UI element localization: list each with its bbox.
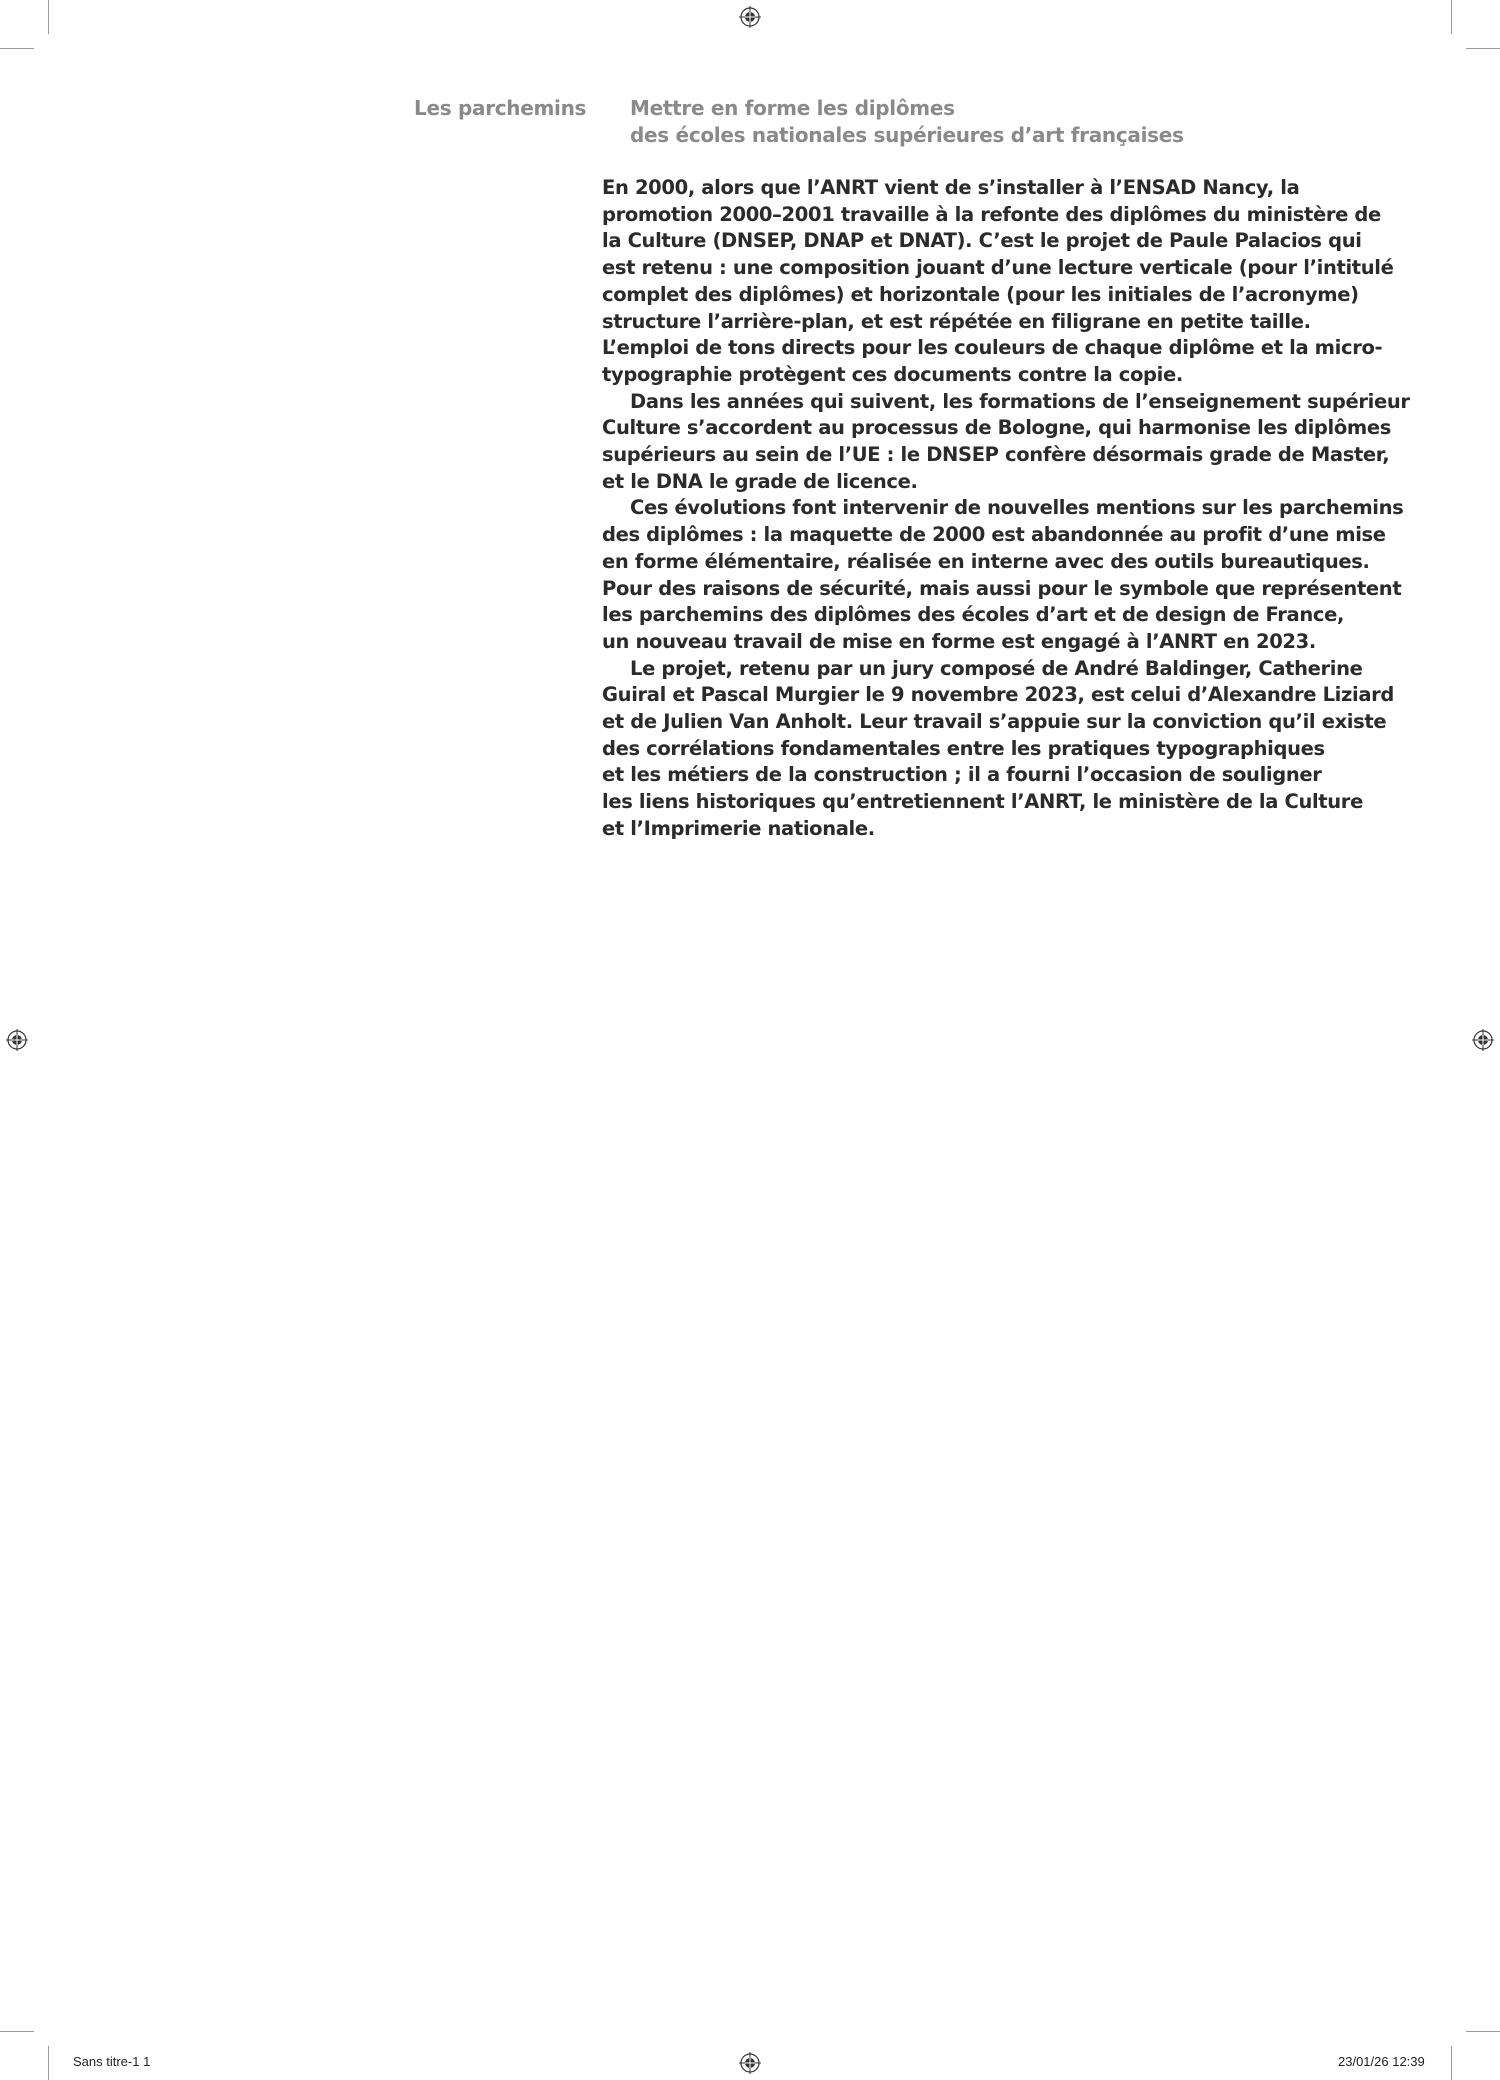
body-line: typographie protègent ces documents contre la copie. <box>602 362 1183 386</box>
page-title-line-1: Mettre en forme les diplômes <box>630 96 955 120</box>
crop-mark-top-left <box>48 0 49 34</box>
body-line: structure l’arrière-plan, et est répétée en filigrane en petite taille. <box>602 309 1311 333</box>
registration-mark-icon <box>6 1029 28 1051</box>
body-line: Dans les années qui suivent, les formations de l’enseignement supérieur <box>630 389 1410 413</box>
crop-mark-top-left <box>0 48 34 49</box>
registration-mark-icon <box>739 2052 761 2074</box>
body-line: la Culture (DNSEP, DNAP et DNAT). C’est le projet de Paule Palacios qui <box>602 229 1362 253</box>
body-line: Le projet, retenu par un jury composé de André Baldinger, Catherine <box>630 656 1363 680</box>
body-line: les parchemins des diplômes des écoles d’art et de design de France, <box>602 603 1345 627</box>
slug-date-time: 23/01/26 12:39 <box>1338 2054 1425 2069</box>
crop-mark-bottom-right <box>1451 2046 1452 2080</box>
registration-mark-icon <box>1472 1029 1494 1051</box>
body-line: un nouveau travail de mise en forme est engagé à l’ANRT en 2023. <box>602 629 1316 653</box>
crop-mark-bottom-left <box>48 2046 49 2080</box>
crop-mark-top-right <box>1466 48 1500 49</box>
section-label: Les parchemins <box>414 96 587 120</box>
body-line: des diplômes : la maquette de 2000 est abandonnée au profit d’une mise <box>602 523 1386 547</box>
body-line: Guiral et Pascal Murgier le 9 novembre 2023, est celui d’Alexandre Liziard <box>602 683 1395 707</box>
body-line: supérieurs au sein de l’UE : le DNSEP confère désormais grade de Master, <box>602 443 1390 467</box>
body-line: et l’Imprimerie nationale. <box>602 816 875 840</box>
body-line: et le DNA le grade de licence. <box>602 469 918 493</box>
crop-mark-bottom-left <box>0 2031 34 2032</box>
crop-mark-top-right <box>1451 0 1452 34</box>
body-line: est retenu : une composition jouant d’une lecture verticale (pour l’intitulé <box>602 256 1394 280</box>
body-text <box>602 175 1422 843</box>
body-line: et de Julien Van Anholt. Leur travail s’appuie sur la conviction qu’il existe <box>602 710 1387 734</box>
registration-mark-icon <box>739 6 761 28</box>
body-line: L’emploi de tons directs pour les couleurs de chaque diplôme et la micro- <box>602 336 1383 360</box>
body-line: des corrélations fondamentales entre les pratiques typographiques <box>602 736 1325 760</box>
body-line: les liens historiques qu’entretiennent l’ANRT, le ministère de la Culture <box>602 790 1363 814</box>
body-line: Culture s’accordent au processus de Bologne, qui harmonise les diplômes <box>602 416 1392 440</box>
crop-mark-bottom-right <box>1466 2031 1500 2032</box>
body-line: promotion 2000–2001 travaille à la refonte des diplômes du ministère de <box>602 202 1381 226</box>
body-line: Ces évolutions font intervenir de nouvelles mentions sur les parchemins <box>630 496 1404 520</box>
page-title-line-2: des écoles nationales supérieures d’art françaises <box>630 123 1184 147</box>
body-line: complet des diplômes) et horizontale (pour les initiales de l’acronyme) <box>602 282 1359 306</box>
body-line: en forme élémentaire, réalisée en interne avec des outils bureautiques. <box>602 549 1370 573</box>
slug-file-info: Sans titre-1 1 <box>73 2054 151 2069</box>
body-line: et les métiers de la construction ; il a fourni l’occasion de souligner <box>602 763 1322 787</box>
body-line: En 2000, alors que l’ANRT vient de s’installer à l’ENSAD Nancy, la <box>602 176 1300 199</box>
body-line: Pour des raisons de sécurité, mais aussi pour le symbole que représentent <box>602 576 1402 600</box>
